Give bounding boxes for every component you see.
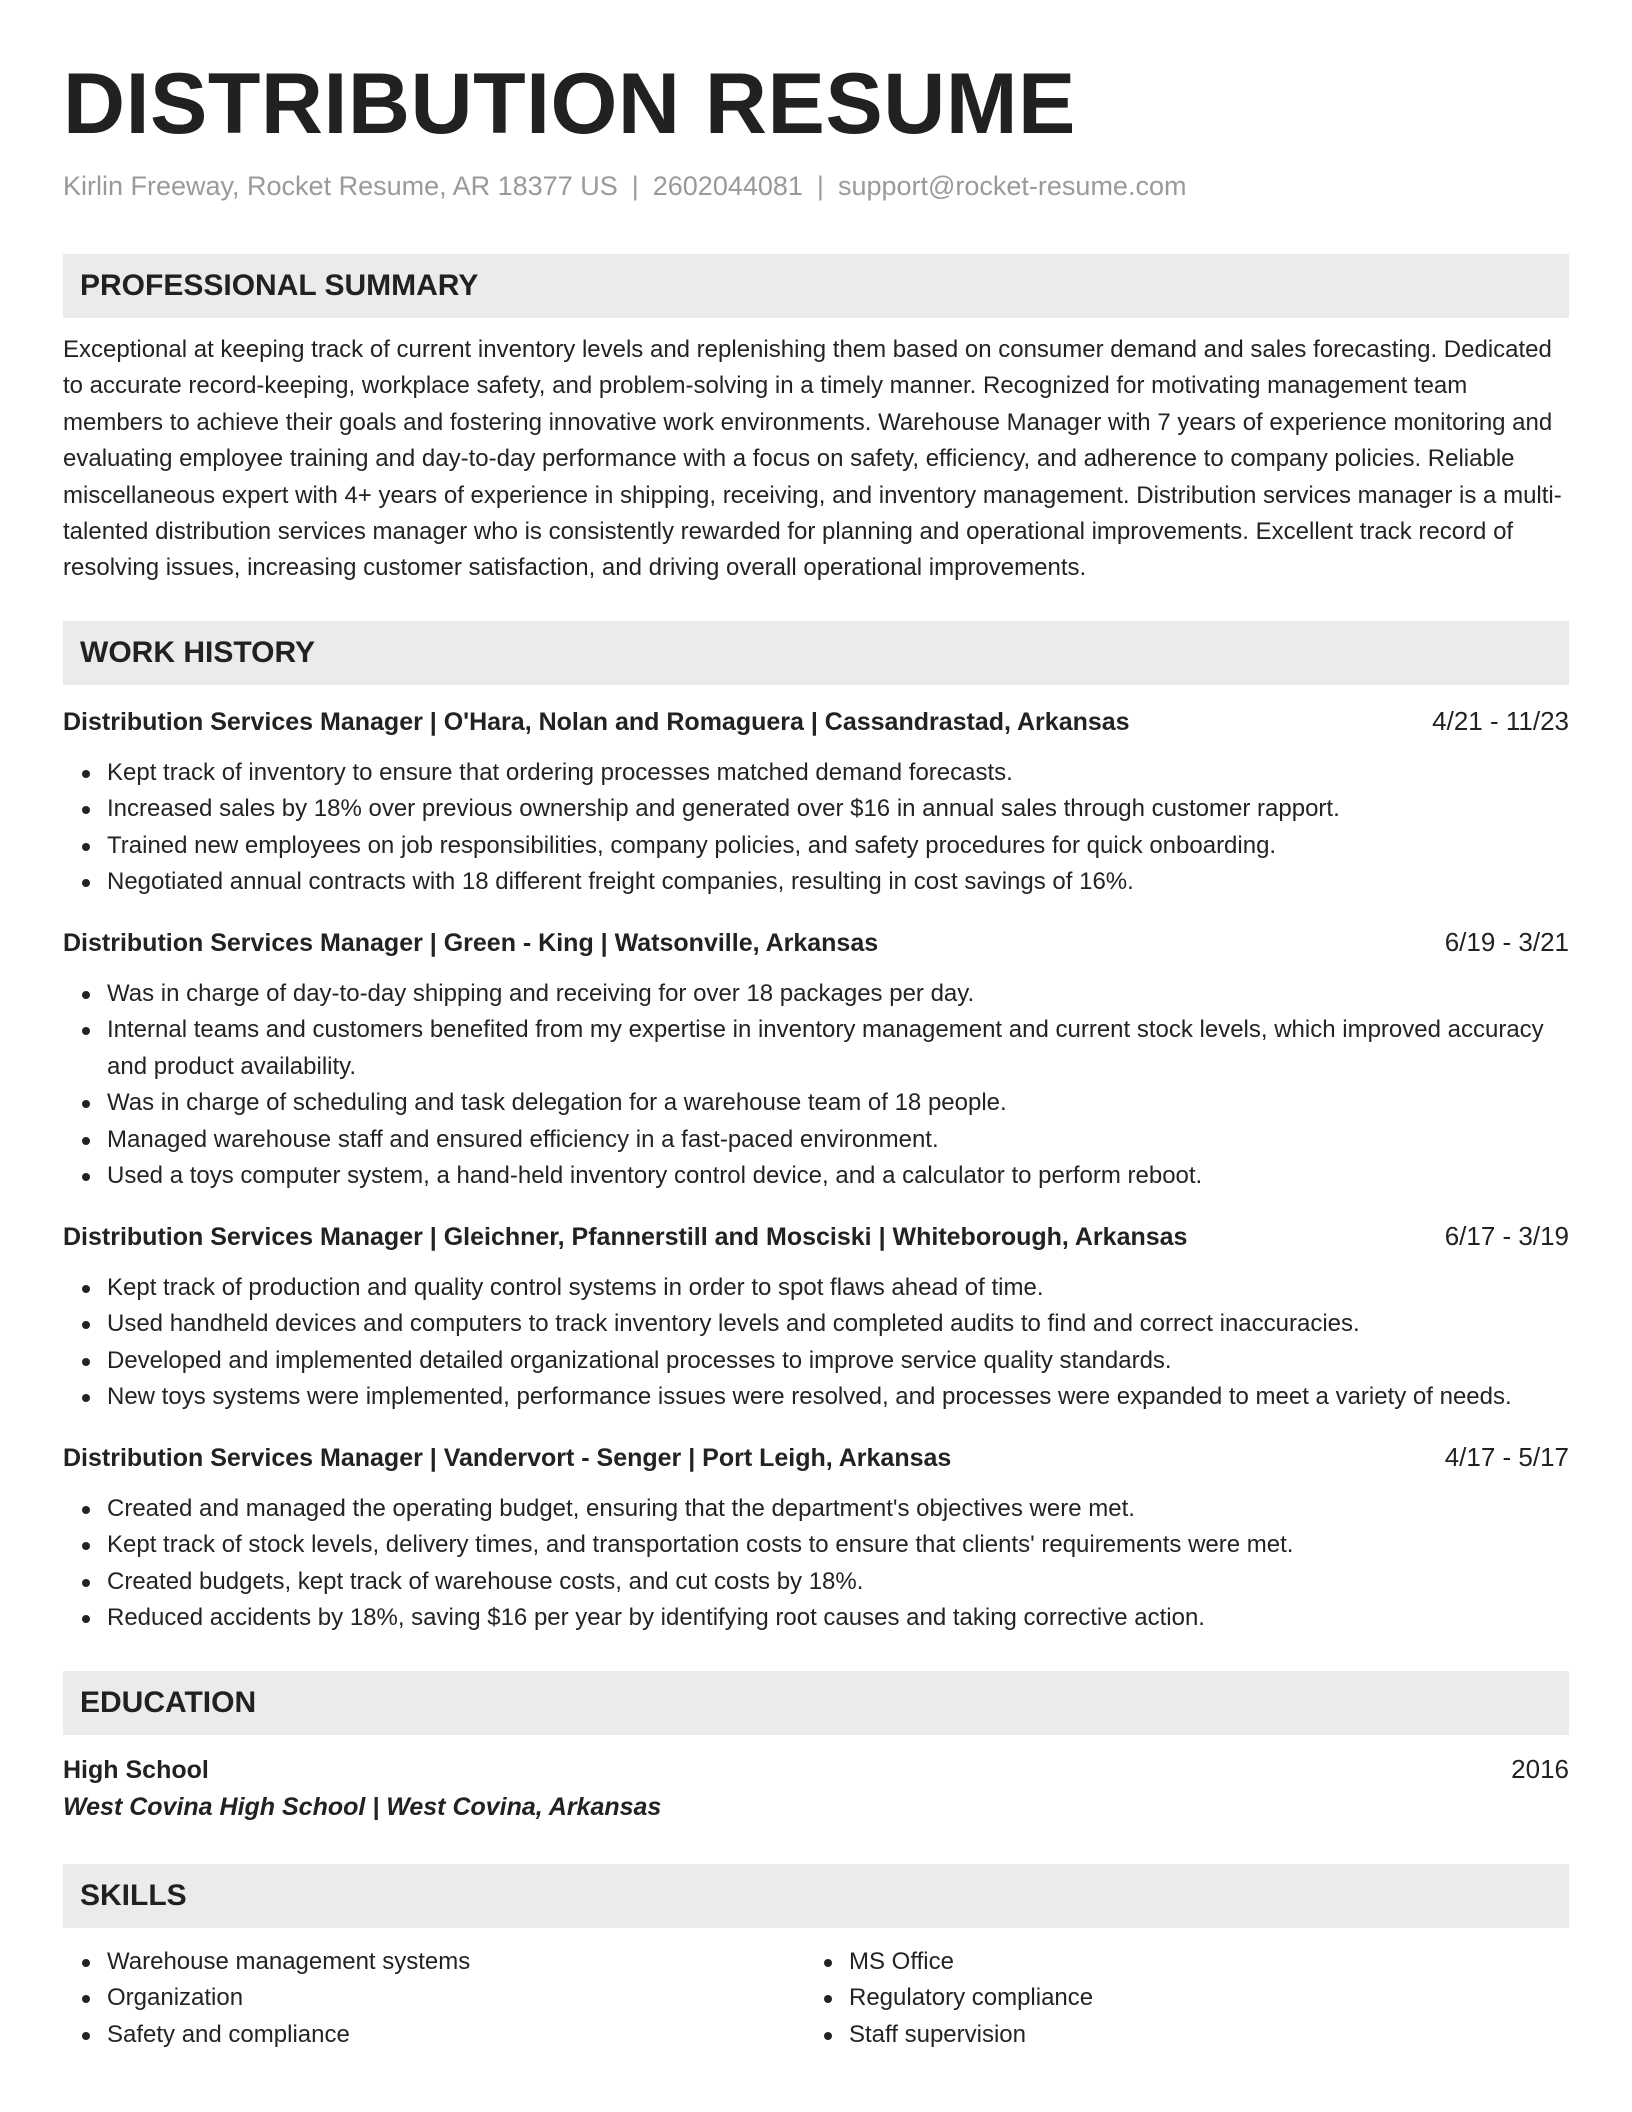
list-item: Kept track of inventory to ensure that ordering processes matched demand forecasts. — [107, 755, 1569, 792]
skills-column-left — [63, 1944, 805, 2054]
list-item: Kept track of production and quality control systems in order to spot flaws ahead of time. — [107, 1270, 1569, 1307]
job-title: Distribution Services Manager | O'Hara, Nolan and Romaguera | Cassandrastad, Arkansas — [63, 707, 1130, 736]
list-item: Created and managed the operating budget, ensuring that the department's objectives were met. — [107, 1491, 1569, 1528]
job-entry — [63, 924, 1569, 1195]
summary-text: Exceptional at keeping track of current inventory levels and replenishing them based on consumer demand and sales forecasting. Dedicated to accurate record-keeping, workplace safety, and problem-solving in a timely manner. Recognized for motivating management team members to achieve their goals and fostering innovative work environments. Warehouse Manager with 7 years of experience monitoring and evaluating employee training and day-to-day performance with a focus on safety, efficiency, and adherence to company policies. Reliable miscellaneous expert with 4+ years of experience in shipping, receiving, and inventory management. Distribution services manager is a multi-talented distribution services manager who is consistently rewarded for planning and operational improvements. Excellent track record of resolving issues, increasing customer satisfaction, and driving overall operational improvements. — [63, 336, 1562, 582]
education-school: West Covina High School | West Covina, Arkansas — [63, 1792, 662, 1821]
education-entry — [63, 1751, 1569, 1826]
job-entry — [63, 1439, 1569, 1637]
list-item: Used a toys computer system, a hand-held inventory control device, and a calculator to perform reboot. — [107, 1158, 1569, 1195]
job-title: Distribution Services Manager | Gleichner, Pfannerstill and Mosciski | Whiteborough, Arkansas — [63, 1222, 1188, 1251]
list-item: Kept track of stock levels, delivery times, and transportation costs to ensure that clients' requirements were met. — [107, 1527, 1569, 1564]
contact-email: support@rocket-resume.com — [837, 171, 1187, 201]
job-dates: 6/19 - 3/21 — [1444, 926, 1569, 957]
job-title: Distribution Services Manager | Green - King | Watsonville, Arkansas — [63, 928, 879, 957]
skills-heading: SKILLS — [63, 1864, 1569, 1928]
list-item: New toys systems were implemented, performance issues were resolved, and processes were expanded to meet a variety of needs. — [107, 1379, 1569, 1416]
job-bullets — [63, 755, 1569, 901]
list-item: Trained new employees on job responsibilities, company policies, and safety procedures for quick onboarding. — [107, 828, 1569, 865]
contact-line — [63, 168, 1569, 204]
list-item: Was in charge of scheduling and task delegation for a warehouse team of 18 people. — [107, 1085, 1569, 1122]
work-history-heading: WORK HISTORY — [63, 621, 1569, 685]
work-history — [63, 703, 1569, 1637]
skills-column-right — [805, 1944, 1547, 2054]
list-item: Regulatory compliance — [849, 1980, 1547, 2017]
job-bullets — [63, 1270, 1569, 1416]
job-dates: 4/17 - 5/17 — [1444, 1441, 1569, 1472]
contact-phone: 2602044081 — [652, 171, 803, 201]
job-entry — [63, 703, 1569, 901]
list-item: Negotiated annual contracts with 18 different freight companies, resulting in cost savings of 16%. — [107, 864, 1569, 901]
education-heading: EDUCATION — [63, 1671, 1569, 1735]
list-item: Developed and implemented detailed organizational processes to improve service quality standards. — [107, 1343, 1569, 1380]
list-item: Reduced accidents by 18%, saving $16 per year by identifying root causes and taking corrective action. — [107, 1600, 1569, 1637]
list-item: Warehouse management systems — [107, 1944, 805, 1981]
list-item: Internal teams and customers benefited from my expertise in inventory management and current stock levels, which improved accuracy and product availability. — [107, 1012, 1569, 1085]
education-degree: High School — [63, 1755, 209, 1784]
job-title: Distribution Services Manager | Vandervort - Senger | Port Leigh, Arkansas — [63, 1443, 952, 1472]
job-bullets — [63, 976, 1569, 1195]
list-item: Used handheld devices and computers to track inventory levels and completed audits to find and correct inaccuracies. — [107, 1306, 1569, 1343]
contact-address: Kirlin Freeway, Rocket Resume, AR 18377 US — [63, 171, 618, 201]
list-item: Safety and compliance — [107, 2017, 805, 2054]
job-entry — [63, 1218, 1569, 1416]
list-item: Was in charge of day-to-day shipping and receiving for over 18 packages per day. — [107, 976, 1569, 1013]
list-item: Organization — [107, 1980, 805, 2017]
resume-title: DISTRIBUTION RESUME — [63, 56, 1076, 152]
list-item: Staff supervision — [849, 2017, 1547, 2054]
contact-separator: | — [631, 171, 639, 201]
summary-heading: PROFESSIONAL SUMMARY — [63, 254, 1569, 318]
contact-separator: | — [816, 171, 824, 201]
job-bullets — [63, 1491, 1569, 1637]
list-item: Increased sales by 18% over previous ownership and generated over $16 in annual sales through customer rapport. — [107, 791, 1569, 828]
list-item: Managed warehouse staff and ensured efficiency in a fast-paced environment. — [107, 1122, 1569, 1159]
list-item: MS Office — [849, 1944, 1547, 1981]
skills-list — [63, 1944, 1569, 2054]
job-dates: 4/21 - 11/23 — [1432, 705, 1569, 736]
list-item: Created budgets, kept track of warehouse costs, and cut costs by 18%. — [107, 1564, 1569, 1601]
education-year: 2016 — [1511, 1753, 1569, 1784]
job-dates: 6/17 - 3/19 — [1444, 1220, 1569, 1251]
